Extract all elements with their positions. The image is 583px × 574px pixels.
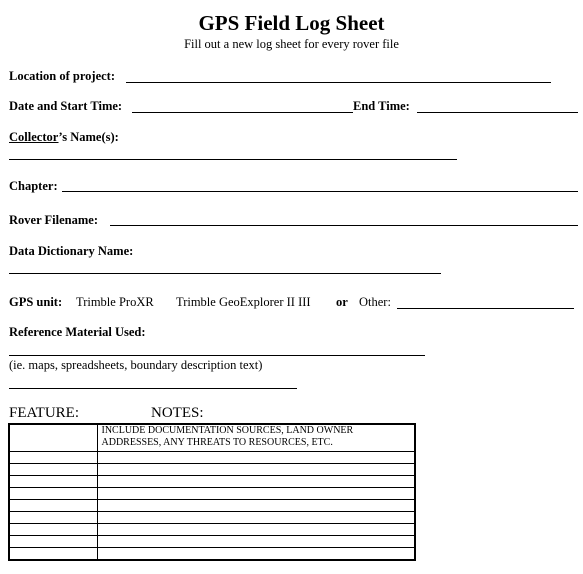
notes-cell[interactable]	[97, 464, 415, 476]
feature-header: FEATURE:	[9, 405, 80, 421]
feature-cell[interactable]	[9, 548, 97, 561]
feature-cell[interactable]	[9, 464, 97, 476]
notes-cell[interactable]	[97, 512, 415, 524]
page-subtitle: Fill out a new log sheet for every rover file	[184, 37, 399, 51]
notes-cell[interactable]: INCLUDE DOCUMENTATION SOURCES, LAND OWNER ADDRESSES, ANY THREATS TO RESOURCES, ETC.	[97, 424, 415, 452]
rover-filename-field[interactable]	[110, 225, 578, 226]
notes-header: NOTES:	[151, 405, 204, 421]
feature-cell[interactable]	[9, 512, 97, 524]
gps-or-text: or	[336, 295, 348, 309]
notes-cell[interactable]	[97, 452, 415, 464]
notes-cell[interactable]	[97, 476, 415, 488]
data-dictionary-field[interactable]	[9, 273, 441, 274]
location-label: Location of project:	[9, 69, 115, 83]
page-title: GPS Field Log Sheet	[198, 11, 385, 35]
table-row	[9, 536, 415, 548]
table-row	[9, 548, 415, 561]
location-field[interactable]	[126, 82, 551, 83]
gps-option-geoexplorer[interactable]: Trimble GeoExplorer II III	[176, 295, 311, 309]
chapter-field[interactable]	[62, 191, 578, 192]
collector-label	[9, 130, 119, 145]
feature-notes-table	[8, 423, 416, 561]
gps-unit-label: GPS unit:	[9, 295, 63, 309]
table-row	[9, 452, 415, 464]
end-time-label: End Time:	[353, 99, 410, 113]
chapter-label: Chapter:	[9, 179, 58, 193]
data-dictionary-label: Data Dictionary Name:	[9, 244, 134, 258]
notes-cell[interactable]	[97, 524, 415, 536]
gps-other-field[interactable]	[397, 308, 574, 309]
date-start-field[interactable]	[132, 112, 353, 113]
table-row	[9, 476, 415, 488]
end-time-field[interactable]	[417, 112, 578, 113]
notes-cell[interactable]	[97, 488, 415, 500]
table-row	[9, 500, 415, 512]
rover-filename-label: Rover Filename:	[9, 213, 98, 227]
gps-option-proxr[interactable]: Trimble ProXR	[76, 295, 154, 309]
date-start-label: Date and Start Time:	[9, 99, 123, 113]
table-row	[9, 512, 415, 524]
reference-hint: (ie. maps, spreadsheets, boundary description text)	[9, 358, 263, 372]
table-row	[9, 424, 415, 452]
reference-label: Reference Material Used:	[9, 325, 146, 339]
reference-field[interactable]	[9, 355, 425, 356]
reference-field-2[interactable]	[9, 388, 297, 389]
table-row	[9, 464, 415, 476]
notes-cell[interactable]	[97, 536, 415, 548]
feature-cell[interactable]	[9, 500, 97, 512]
feature-cell[interactable]	[9, 476, 97, 488]
table-row	[9, 488, 415, 500]
notes-cell[interactable]	[97, 500, 415, 512]
gps-option-other[interactable]: Other:	[359, 295, 391, 309]
collector-label-underlined: Collector	[9, 130, 59, 144]
collector-label-rest: ’s Name(s):	[58, 130, 119, 144]
feature-cell[interactable]	[9, 452, 97, 464]
feature-cell[interactable]	[9, 424, 97, 452]
feature-cell[interactable]	[9, 536, 97, 548]
collector-field[interactable]	[9, 159, 457, 160]
feature-cell[interactable]	[9, 524, 97, 536]
feature-cell[interactable]	[9, 488, 97, 500]
table-row	[9, 524, 415, 536]
notes-cell[interactable]	[97, 548, 415, 561]
